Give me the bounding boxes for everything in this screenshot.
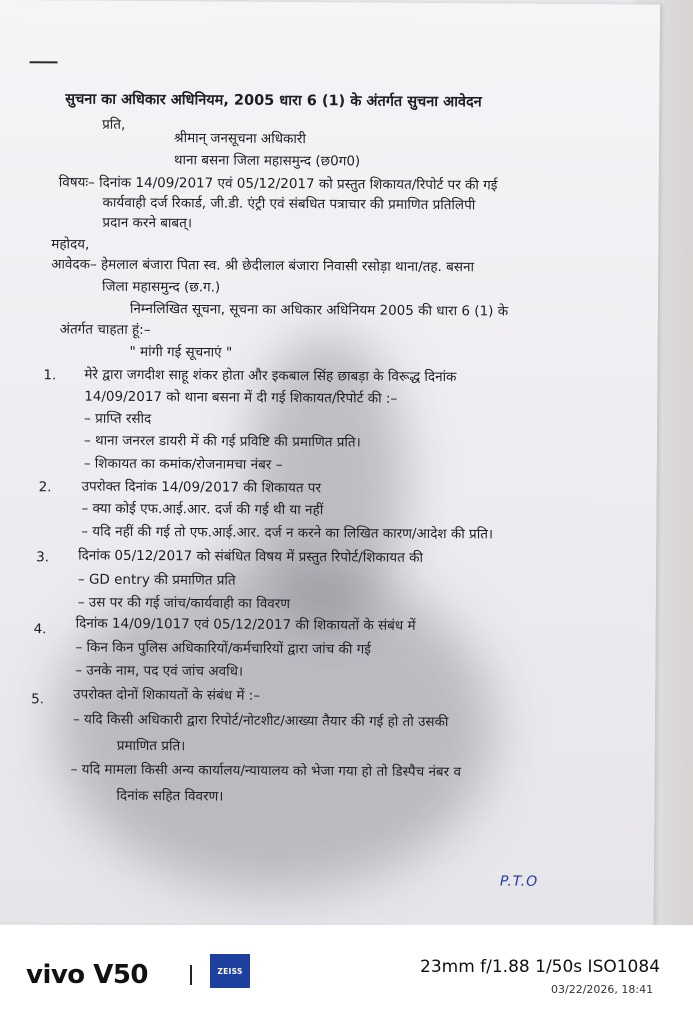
subject-line-2: कार्यवाही दर्ज रिकार्ड, जी.डी. एंट्री एवं संबधित पत्राचार की प्रमाणित प्रतिलिपी: [102, 194, 476, 214]
prati-label: प्रति,: [102, 116, 126, 133]
document-title: सुचना का अधिकार अधिनियम, 2005 धारा 6 (1) के अंतर्गत सुचना आवेदन: [65, 91, 482, 111]
info-heading: " मांगी गई सूचनाएं ": [129, 343, 233, 361]
item-line: उपरोक्त दिनांक 14/09/2017 की शिकायत पर: [81, 478, 322, 497]
item-subline: – यदि नहीं की गई तो एफ.आई.आर. दर्ज न करने का लिखित कारण/आदेश की प्रति।: [81, 523, 494, 543]
item-subline: – उस पर की गई जांच/कार्यवाही का विवरण: [77, 594, 291, 613]
item-line: दिनांक 14/09/1017 एवं 05/12/2017 की शिकायतों के संबंध में: [75, 615, 416, 634]
top-dash-mark: [30, 61, 58, 63]
camera-brand: vivo V50: [26, 960, 149, 990]
item-subline: – थाना जनरल डायरी में की गई प्रविष्टि की प्रमाणित प्रति।: [83, 432, 361, 451]
addressee-line-2: थाना बसना जिला महासमुन्द (छ0ग0): [173, 152, 361, 170]
item-number: 4.: [33, 621, 47, 638]
photo-timestamp: 03/22/2026, 18:41: [551, 983, 654, 996]
item-subline: – यदि मामला किसी अन्य कार्यालय/न्यायालय को भेजा गया हो तो डिस्पैच नंबर व: [70, 761, 462, 781]
item-line: उपरोक्त दोनों शिकायतों के संबंध में :–: [73, 686, 261, 704]
salutation: महोदय,: [51, 236, 90, 253]
item-line: 14/09/2017 को थाना बसना में दी गई शिकायत/रिपोर्ट की :–: [84, 388, 398, 407]
item-subline: – किन किन पुलिस अधिकारियों/कर्मचारियों द्वारा जांच की गई: [75, 639, 371, 658]
item-subline: – क्या कोई एफ.आई.आर. दर्ज की गई थी या नहीं: [81, 500, 324, 519]
item-number: 1.: [43, 367, 57, 384]
item-subline: – प्राप्ति रसीद: [84, 410, 152, 428]
zeiss-logo: ZEISS: [210, 954, 250, 988]
request-line-2: अंतर्गत चाहता हूं:–: [59, 321, 151, 339]
item-subline: – यदि किसी अधिकारी द्वारा रिपोर्ट/नोटशीट/आख्या तैयार की गई हो तो उसकी: [72, 711, 449, 731]
item-subline: – GD entry की प्रमाणित प्रति: [77, 571, 236, 589]
item-number: 2.: [38, 479, 52, 496]
item-subline: दिनांक सहित विवरण।: [116, 787, 224, 805]
brand-separator: [190, 965, 192, 985]
item-subline: – शिकायत का कमांक/रोजनामचा नंबर –: [83, 455, 283, 473]
pto-handwritten: P.T.O: [499, 873, 539, 890]
item-subline: प्रमाणित प्रति।: [116, 737, 186, 755]
item-line: मेरे द्वारा जगदीश साहू शंकर होता और इकबाल सिंह छाबड़ा के विरूद्ध दिनांक: [84, 366, 457, 386]
item-number: 3.: [36, 549, 50, 566]
applicant-line-2: जिला महासमुन्द (छ.ग.): [101, 278, 221, 296]
request-line-1: निम्नलिखित सूचना, सूचना का अधिकार अधिनियम 2005 की धारा 6 (1) के: [129, 300, 509, 320]
addressee-line-1: श्रीमान् जनसूचना अधिकारी: [173, 130, 306, 148]
item-line: दिनांक 05/12/2017 को संबंधित विषय में प्रस्तुत रिपोर्ट/शिकायत की: [78, 547, 424, 566]
applicant-line-1: आवेदक– हेमलाल बंजारा पिता स्व. श्री छेदीलाल बंजारा निवासी रसोड़ा थाना/तह. बसना: [51, 256, 475, 276]
exif-info: 23mm f/1.88 1/50s ISO1084: [420, 957, 661, 977]
item-number: 5.: [31, 691, 45, 708]
item-subline: – उनके नाम, पद एवं जांच अवधि।: [75, 662, 244, 680]
subject-line-1: विषयः– दिनांक 14/09/2017 एवं 05/12/2017 को प्रस्तुत शिकायत/रिपोर्ट पर की गई: [58, 174, 498, 194]
subject-line-3: प्रदान करने बाबत्।: [102, 214, 193, 232]
